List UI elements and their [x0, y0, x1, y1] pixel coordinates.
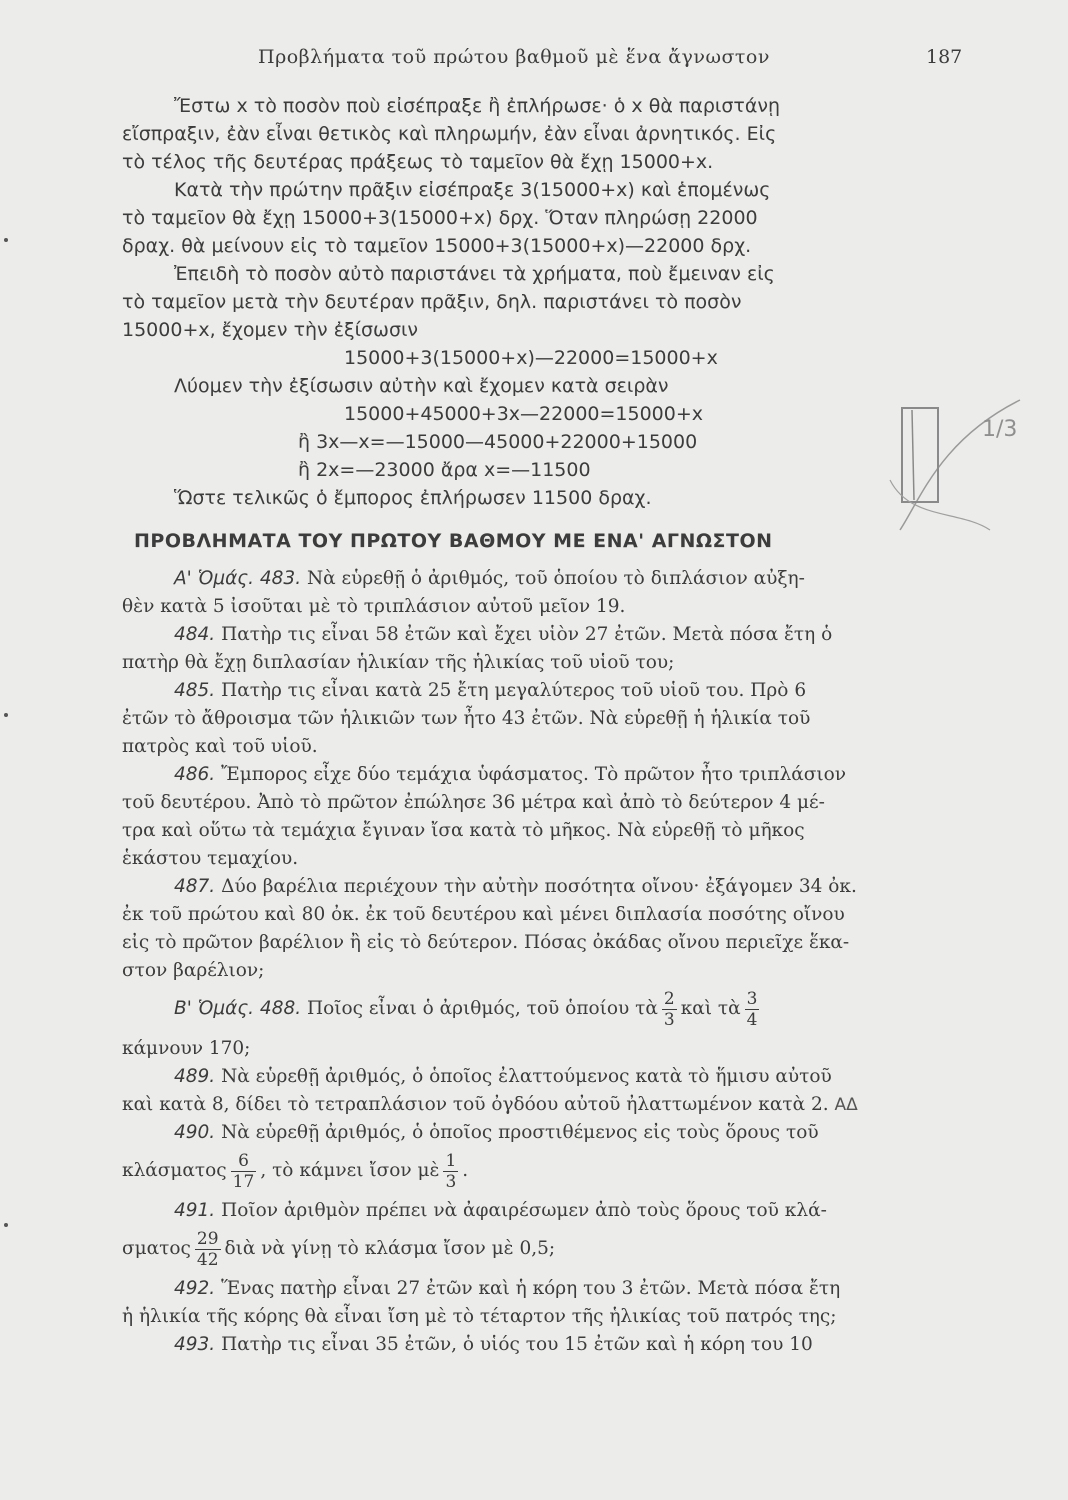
solution-block [122, 92, 992, 512]
equation: ἢ 2x=—23000 ἄρα x=—11500 [298, 459, 591, 481]
page-body [122, 92, 992, 1358]
problem-493: 493. Πατὴρ τις εἶναι 35 ἐτῶν, ὁ υἱός του 15 ἐτῶν καὶ ἡ κόρη του 10 [174, 1334, 813, 1355]
problem-number: 484. [174, 624, 216, 645]
conclusion: Ὥστε τελικῶς ὁ ἔμπορος ἐπλήρωσεν 11500 δραχ. [174, 487, 652, 509]
margin-mark [4, 713, 8, 717]
margin-mark [4, 1223, 8, 1227]
problem-491: 491. Ποῖον ἀριθμὸν πρέπει νὰ ἀφαιρέσωμεν ἀπὸ τοὺς ὅρους τοῦ κλά- [174, 1200, 827, 1221]
pencil-sketch [880, 380, 1068, 570]
chapter-title: Προβλήματα τοῦ πρώτου βαθμοῦ μὲ ἕνα ἄγνωστον [258, 46, 770, 68]
problem-488: Β' Ὁμάς. 488. Ποῖος εἶναι ὁ ἀριθμός, τοῦ ὁποίου τὰ $\frac{2}{3}$ καὶ τὰ $\frac{3}{4}$ [174, 988, 758, 1030]
page-number: 187 [926, 46, 963, 68]
equation: 15000+3(15000+x)—22000=15000+x [344, 347, 718, 369]
problems-list: Α' Ὁμάς. 483. Νὰ εὑρεθῇ ὁ ἀριθμός, τοῦ ὁποίου τὸ διπλάσιον αὐξη- θὲν κατὰ 5 ἰσοῦται μὲ τὸ τριπλάσιον αὐτοῦ μεῖον 19. 484. Πατὴρ τις εἶναι 58 ἐτῶν καὶ ἔχει υἱὸν 27 ἐτῶν. Μετὰ πόσα ἔτη ὁ πατὴρ θὰ ἔχῃ διπλασίαν ἡλικίαν τῆς ἡλικίας τοῦ υἱοῦ του; 485. Πατὴρ τις εἶναι κατὰ 25 ἔτη μεγαλύτερος τοῦ υἱοῦ του. Πρὸ 6 ἐτῶν τὸ ἄθροισμα τῶν ἡλικιῶν των ἦτο 43 ἐτῶν. Νὰ εὑρεθῇ ἡ ἡλικία τοῦ πατρὸς καὶ τοῦ υἱοῦ. 486. Ἔμπορος εἶχε δύο τεμάχια ὑφάσματος. Τὸ πρῶτον ἦτο τριπλάσιον τοῦ δευτέρου. Ἀπὸ τὸ πρῶτον ἐπώλησε 36 μέτρα καὶ ἀπὸ τὸ δεύτερον 4 μέ- τρα καὶ οὕτω τὰ τεμάχια ἔγιναν ἴσα κατὰ τὸ μῆκος. Νὰ εὑρεθῇ τὸ μῆκος ἑκάστου τεμαχίου. 487. Δύο βαρέλια περιέχουν τὴν αὐτὴν ποσότητα οἴνου· ἐξάγομεν 34 ὀκ. ἐκ τοῦ πρώτου καὶ 80 ὀκ. ἐκ τοῦ δευτέρου καὶ μένει διπλασία ποσότης οἴνου εἰς τὸ πρῶτον βαρέλιον ἢ εἰς τὸ δεύτερον. Πόσας ὀκάδας οἴνου περιεῖχε ἕκα- στον βαρέλιον; Β' Ὁμάς. 488. Ποῖος εἶναι ὁ ἀριθμός, τοῦ ὁποίου τὰ $\frac{2}{3}$ καὶ τὰ $\frac{3}{4}$ κάμνουν 170; 489. Νὰ εὑρεθῇ ἀριθμός, ὁ ὁποῖος ἐλαττούμενος κατὰ τὸ ἥμισυ αὐτοῦ καὶ κατὰ 8, δίδει τὸ τετραπλάσιον τοῦ ὀγδόου αὐτοῦ ἠλαττωμένον κατὰ 2. ΑΔ 490. Νὰ εὑρεθῇ ἀριθμός, ὁ ὁποῖος προστιθέμενος εἰς τοὺς ὅρους τοῦ κλάσματος $\frac{6}{17}$ , τὸ κάμνει ἴσον μὲ $\frac{1}{3}$ . 491. Ποῖον ἀριθμὸν πρέπει νὰ ἀφαιρέσωμεν ἀπὸ τοὺς ὅρους τοῦ κλά- σματος $\frac{29}{42}$ διὰ νὰ γίνῃ τὸ κλάσμα ἴσον μὲ 0,5; 492. Ἕνας πατὴρ εἶναι 27 ἐτῶν καὶ ἡ κόρη του 3 ἐτῶν. Μετὰ πόσα ἔτη ἡ ἡλικία τῆς κόρης θὰ εἶναι ἴση μὲ τὸ τέταρτον τῆς ἡλικίας τοῦ πατρός της; 493. Πατὴρ τις εἶναι 35 ἐτῶν, ὁ υἱός του 15 ἐτῶν καὶ ἡ κόρη του 10 [122, 564, 992, 1358]
problem-number: 485. [174, 680, 216, 701]
solve-intro: Λύομεν τὴν ἐξίσωσιν αὐτὴν καὶ ἔχομεν κατὰ σειρὰν [174, 375, 669, 397]
problem-485: 485. Πατὴρ τις εἶναι κατὰ 25 ἔτη μεγαλύτερος τοῦ υἱοῦ του. Πρὸ 6 [174, 680, 807, 701]
fraction: $\frac{1}{3}$ [445, 1150, 457, 1192]
solution-line: Κατὰ τὴν πρώτην πρᾶξιν εἰσέπραξε 3(15000+x) καὶ ἑπομένως [174, 179, 771, 201]
handwritten-note: ΑΔ [834, 1095, 858, 1115]
problem-number: 491. [174, 1200, 216, 1221]
problem-number: 487. [174, 876, 216, 897]
problem-number: Β' Ὁμάς. 488. [174, 998, 302, 1019]
solution-line: τὸ ταμεῖον θὰ ἔχῃ 15000+3(15000+x) δρχ. Ὅταν πληρώσῃ 22000 [122, 207, 758, 229]
problem-484: 484. Πατὴρ τις εἶναι 58 ἐτῶν καὶ ἔχει υἱὸν 27 ἐτῶν. Μετὰ πόσα ἔτη ὁ [174, 624, 833, 645]
solution-line: τὸ ταμεῖον μετὰ τὴν δευτέραν πρᾶξιν, δηλ. παριστάνει τὸ ποσὸν [122, 291, 742, 313]
problem-number: 493. [174, 1334, 216, 1355]
problem-number: 490. [174, 1122, 216, 1143]
problem-486: 486. Ἔμπορος εἶχε δύο τεμάχια ὑφάσματος. Τὸ πρῶτον ἦτο τριπλάσιον [174, 764, 847, 785]
fraction: $\frac{2}{3}$ [663, 988, 675, 1030]
problem-490: 490. Νὰ εὑρεθῇ ἀριθμός, ὁ ὁποῖος προστιθέμενος εἰς τοὺς ὅρους τοῦ [174, 1122, 819, 1143]
solution-line: Ἐπειδὴ τὸ ποσὸν αὐτὸ παριστάνει τὰ χρήματα, ποὺ ἔμειναν εἰς [174, 263, 775, 285]
handwritten-fraction: 1/3 [982, 417, 1018, 442]
problem-number: 486. [174, 764, 216, 785]
running-header [0, 46, 1068, 76]
solution-line: εἴσπραξιν, ἐὰν εἶναι θετικὸς καὶ πληρωμήν, ἐὰν εἶναι ἀρνητικός. Εἰς [122, 123, 777, 145]
problem-492: 492. Ἕνας πατὴρ εἶναι 27 ἐτῶν καὶ ἡ κόρη του 3 ἐτῶν. Μετὰ πόσα ἔτη [174, 1278, 841, 1299]
problem-number: Α' Ὁμάς. 483. [174, 568, 302, 589]
margin-mark [4, 238, 8, 242]
section-heading: ΠΡΟΒΛΗΜΑΤΑ ΤΟΥ ΠΡΩΤΟΥ ΒΑΘΜΟΥ ΜΕ ΕΝΑ' ΑΓΝΩΣΤΟΝ [134, 530, 773, 552]
solution-line: 15000+x, ἔχομεν τὴν ἐξίσωσιν [122, 319, 419, 341]
solution-line: Ἔστω x τὸ ποσὸν ποὺ εἰσέπραξε ἢ ἐπλήρωσε· ὁ x θὰ παριστάνῃ [174, 95, 780, 117]
equation: 15000+45000+3x—22000=15000+x [344, 403, 704, 425]
solution-line: δραχ. θὰ μείνουν εἰς τὸ ταμεῖον 15000+3(15000+x)—22000 δρχ. [122, 235, 752, 257]
problem-number: 489. [174, 1066, 216, 1087]
fraction: $\frac{6}{17}$ [232, 1150, 255, 1192]
problem-number: 492. [174, 1278, 216, 1299]
fraction: $\frac{29}{42}$ [196, 1228, 219, 1270]
fraction: $\frac{3}{4}$ [746, 988, 758, 1030]
problem-483: Α' Ὁμάς. 483. Νὰ εὑρεθῇ ὁ ἀριθμός, τοῦ ὁποίου τὸ διπλάσιον αὐξη- [174, 568, 805, 589]
problem-489: 489. Νὰ εὑρεθῇ ἀριθμός, ὁ ὁποῖος ἐλαττούμενος κατὰ τὸ ἥμισυ αὐτοῦ [174, 1066, 832, 1087]
problem-487: 487. Δύο βαρέλια περιέχουν τὴν αὐτὴν ποσότητα οἴνου· ἐξάγομεν 34 ὀκ. [174, 876, 857, 897]
equation: ἢ 3x—x=—15000—45000+22000+15000 [298, 431, 698, 453]
solution-line: τὸ τέλος τῆς δευτέρας πράξεως τὸ ταμεῖον θὰ ἔχῃ 15000+x. [122, 151, 714, 173]
